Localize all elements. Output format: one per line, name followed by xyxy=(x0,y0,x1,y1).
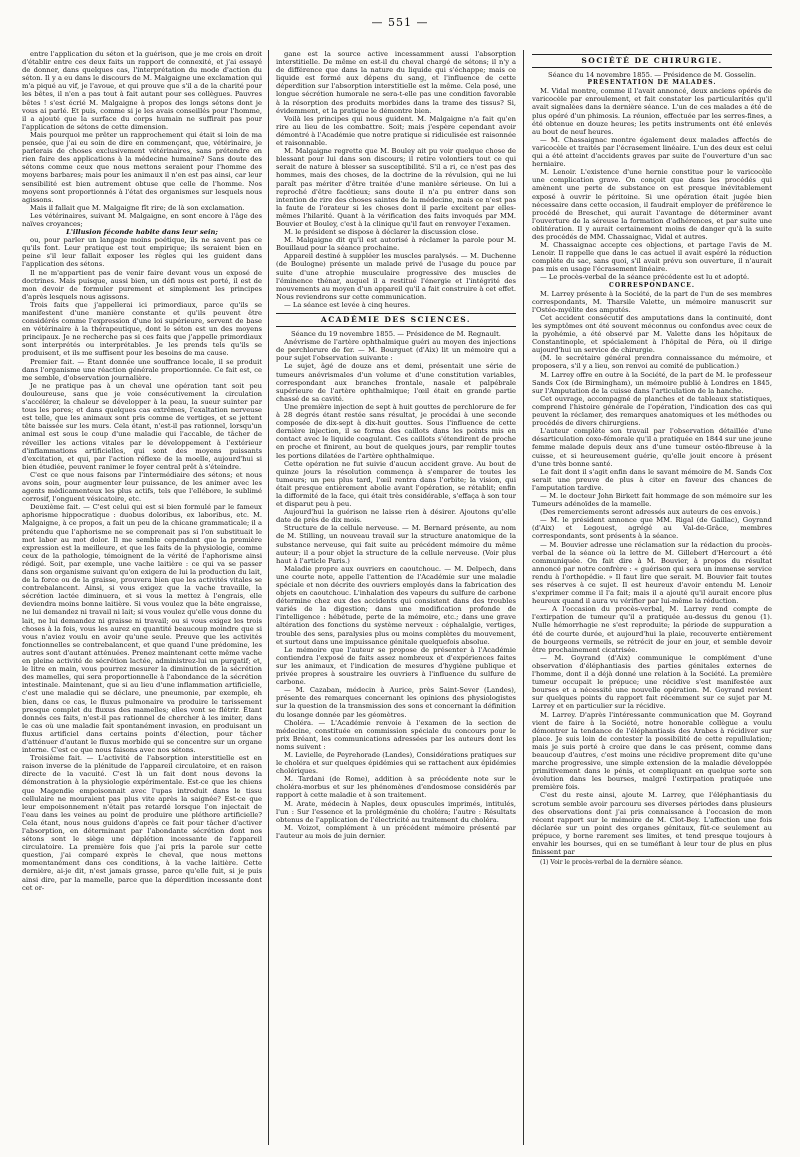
column-left xyxy=(22,50,262,1142)
paragraph: C'est ce que nous faisons par l'intermédiaire des sétons; et nous avons soin, pour augmenter leur puissance, de les animer avec les agents médicamenteux les plus actifs, tels que l'ellébore, le sublimé corrosif, l'onguent vésicatoire, etc. xyxy=(22,470,262,504)
paragraph: — A l'occasion du procès-verbal, M. Larrey rend compte de l'extirpation de tumeur qu'il a pratiquée au-dessus du genou (1). Nulle hémorrhagie ne s'est reproduite; la période de suppuration a été de courte durée, et aujourd'hui la plaie, recouverte entièrement de bourgeons vermeils, se rétrécit de jour en jour, et semble devoir être prochainement cicatrisée. xyxy=(532,605,772,654)
paragraph: Voilà les principes qui nous guident. M. Malgaigne n'a fait qu'en rire au lieu de les combattre. Soit; mais j'espère cependant avoir démontré à l'Académie que notre pratique si ridiculisée est raisonnée et raisonnable. xyxy=(276,114,516,148)
paragraph: Structure de la cellule nerveuse. — M. Bernard présente, au nom de M. Stilling, un nouveau travail sur la structure anatomique de la substance nerveuse, qui fait suite au précédent mémoire du même auteur; il a pour objet la structure de la cellule nerveuse. (Voir plus haut à l'article Paris.) xyxy=(276,524,516,565)
session-line: Séance du 19 novembre 1855. — Présidence de M. Regnault. xyxy=(291,330,501,339)
paragraph: entre l'application du séton et la guérison, que je me crois en droit d'établir entre ces deux faits un rapport de connexité, et j'ai essayé de donner, dans quelques cas, l'interprétation du mode d'action du séton. Il y a eu dans le discours de M. Malgaigne une exclamation qui m'a piqué au vif, je l'avoue, et qui prouve que s'il a de la charité pour les bêtes, il n'en a pas tout à fait autant pour ses collègues. Pauvres bêtes ! s'est écrié M. Malgaigne à propos des longs sétons dont je vous ai parlé. Et puis, comme si je les avais conseillés pour l'homme, il a ajouté que la surface du corps humain ne suffirait pas pour l'application de sétons de cette dimension. xyxy=(22,50,262,131)
paragraph: M. Malgaigne dit qu'il est autorisé à réclamer la parole pour M. Bouillaud pour la séance prochaine. xyxy=(276,236,516,253)
column-right xyxy=(532,50,772,1142)
paragraph: (Des remerciements seront adressés aux auteurs de ces envois.) xyxy=(540,508,761,517)
paragraph: — M. Goyrand (d'Aix) communique le complément d'une observation d'éléphantiasis des parties génitales externes de l'homme, dont il a déjà donné une relation à la Société. La première tumeur occupait le prépuce; une récidive s'est manifestée aux bourses et a nécessité une nouvelle opération. M. Goyrand revient sur quelques points du rapport fait récemment sur ce sujet par M. Larrey et en particulier sur la récidive. xyxy=(532,653,772,711)
paragraph: M. Lavielle, de Peyrehorade (Landes), Considérations pratiques sur le choléra et sur quelques épidémies qui se rattachent aux épidémies cholériques. xyxy=(276,750,516,776)
paragraph: — M. le docteur John Birkett fait hommage de son mémoire sur les Tumeurs adénoïdes de la mamelle. xyxy=(532,491,772,509)
paragraph: M. Voizot, complément à un précédent mémoire présenté par l'auteur au mois de juin dernier. xyxy=(276,823,516,840)
paragraph: Le mémoire que l'auteur se propose de présenter à l'Académie contiendra l'exposé de faits assez nombreux et d'expériences faites sur les animaux, et l'indication de mesures d'hygiène publique et privée propres à soustraire les ouvriers à l'influence du sulfure de carbone. xyxy=(276,645,516,687)
paragraph: M. Tardani (de Rome), addition à sa précédente note sur le choléra-morbus et sur les phénomènes d'endosmose considérés par rapport à cette maladie et à son traitement. xyxy=(276,775,516,800)
paragraph: M. Larrey présente à la Société, de la part de l'un de ses membres correspondants, M. Tharsile Valette, un mémoire manuscrit sur l'Ostéo-myélite des amputés. xyxy=(532,289,772,314)
paragraph: — Le procès-verbal de la séance précédente est lu et adopté. xyxy=(540,273,750,282)
paragraph: Le fait dont il s'agit enfin dans le savant mémoire de M. Sands Cox serait une preuve de plus à citer en faveur des chances de l'amputation tardive. xyxy=(532,467,772,492)
paragraph: Choléra. — L'Académie renvoie à l'examen de la section de médecine, constituée en commission spéciale du concours pour le prix Bréant, les communications adressées par les auteurs dont les noms suivent : xyxy=(276,718,516,751)
paragraph: Le sujet, âgé de douze ans et demi, présentait une série de tumeurs anévrismales d'un volume et d'une constitution variables, correspondant aux branches frontale, nasale et palpébrale supérieure de l'artère ophthalmique; l'œil était en grande partie chassé de sa cavité. xyxy=(276,362,516,403)
paragraph: M. Lenoir. L'existence d'une hernie constitue pour le varicocèle une complication grave. On conçoit que dans les procédés qui amènent une perte de substance on est presque inévitablement exposé à ouvrir le péritoine. Si une opération était jugée bien nécessaire dans cette occasion, il faudrait employer de préférence le procédé de Breschet, qui aurait l'avantage de déterminer avant l'ouverture de la séreuse la formation d'adhérences, et par suite une oblitération. Il y aurait certainement moins de danger qu'à la suite des procédés de MM. Chassaignac, Vidal et autres. xyxy=(532,168,772,241)
paragraph: — M. Cazaban, médecin à Aurice, près Saint-Sever (Landes), présente des remarques concernant les opinions des physiologistes sur la question de la transmission des sons et concernant la définition du losange donnée par les géomètres. xyxy=(276,686,516,719)
paragraph: Il ne m'appartient pas de venir faire devant vous un exposé de doctrines. Mais puisque, aussi bien, un défi nous est porté, il est de mon devoir de formuler purement et simplement les principes d'après lesquels nous agissons. xyxy=(22,268,262,301)
page-number: — 551 — xyxy=(371,16,429,29)
section-heading: ACADÉMIE DES SCIENCES. xyxy=(276,313,516,327)
paragraph: Premier fait. — Étant donnée une souffrance locale, il se produit dans l'organisme une réaction générale proportionnée. Ce fait est, ce me semble, d'observation journalière. xyxy=(22,357,262,382)
paragraph: Aujourd'hui la guérison ne laisse rien à désirer. Ajoutons qu'elle date de près de dix mois. xyxy=(276,508,516,525)
column-divider xyxy=(268,50,269,1145)
paragraph: Cet ouvrage, accompagné de planches et de tableaux statistiques, comprend l'histoire générale de l'opération, l'indication des cas qui peuvent la réclamer, des remarques anatomiques et les méthodes ou procédés de divers chirurgiens. xyxy=(532,394,772,428)
paragraph: Anévrisme de l'artère ophthalmique guéri au moyen des injections de perchlorure de fer. — M. Bourguet (d'Aix) lit un mémoire qui a pour sujet l'observation suivante : xyxy=(276,338,516,363)
paragraph: — M. le président annonce que MM. Rigal (de Gaillac), Goyrand (d'Aix) et Legouest, agrégé au Val-de-Grâce, membres correspondants, sont présents à la séance. xyxy=(532,516,772,541)
paragraph: Maladie propre aux ouvriers en caoutchouc. — M. Delpech, dans une courte note, appelle l'attention de l'Académie sur une maladie spéciale et non décrite des ouvriers employés dans la fabrication des objets en caoutchouc. L'inhalation des vapeurs du sulfure de carbone détermine chez eux des accidents qui consistent dans des troubles variés de la digestion; dans une modification profonde de l'intelligence : hébétude, perte de la mémoire, etc.; dans une grave altération des fonctions du système nerveux : céphalalgie, vertiges, trouble des sens, paralysies plus ou moins complètes du mouvement, et surtout dans une impuissance génitale quelquefois absolue. xyxy=(276,564,516,646)
paragraph: Trois faits que j'appellerai ici primordiaux, parce qu'ils se manifestent d'une manière constante et qu'ils peuvent être considérés comme l'expression d'une loi supérieure, servent de base en vétérinaire à la thérapeutique, dont le séton est un des moyens principaux. Je ne recherche pas si ces faits que j'appelle primordiaux sont interprétés ou interprétables. Je les prends tels qu'ils se produisent, et ils me suffisent pour les besoins de ma cause. xyxy=(22,300,262,358)
paragraph: Troisième fait. — L'activité de l'absorption interstitielle est en raison inverse de la plénitude de l'appareil circulatoire, et en raison directe de la vacuité. C'est là un fait dont nous devons la démonstration à la physiologie expérimentale. Est-ce que les chiens que Magendie empoisonnait avec l'upas introduit dans le tissu cellulaire ne mouraient pas plus vite après la saignée? Est-ce que leur empoisonnement n'était pas retardé lorsque l'on injectait de l'eau dans les veines au point de produire une pléthore artificielle? Cela étant, nous nous guidons d'après ce fait pour tâcher d'activer l'absorption, en déterminant par l'abondante sécrétion dont nos sétons sont le siège une déplétion incessante de l'appareil circulatoire. La première fois que j'ai pris la parole sur cette question, j'ai comparé exprès le cheval, que nous mettons momentanément dans ces conditions, à la vache laitière. Cette dernière, ai-je dit, n'est jamais grasse, parce qu'elle fuit, si je puis ainsi dire, par la mamelle, parce que la déperdition incessante dont cet or- xyxy=(22,754,262,892)
paragraph: M. Larrey. D'après l'intéressante communication que M. Goyrand vient de faire à la Société, notre honorable collègue a voulu démontrer la tendance de l'éléphantiasis des Arabes à récidiver sur place. Je suis loin de contester la possibilité de cette repullulation; mais je suis porté à croire que dans le cas présent, comme dans beaucoup d'autres, c'est moins une récidive proprement dite qu'une marche progressive, une simple extension de la maladie développée primitivement dans le pénis, et compliquant en quelque sorte son évolution dans les bourses, malgré l'extirpation pratiquée une première fois. xyxy=(532,710,772,792)
paragraph: Cet accident consécutif des amputations dans la continuité, dont les symptômes ont été souvent méconnus ou confondus avec ceux de la pyohémie, a été observé par M. Valette dans les hôpitaux de Constantinople, et spécialement à l'hôpital de Péra, où il dirige aujourd'hui un service de chirurgie. xyxy=(532,313,772,355)
paragraph: (M. le secrétaire général prendra connaissance du mémoire, et proposera, s'il y a lieu, son renvoi au comité de publication.) xyxy=(532,354,772,371)
paragraph: Mais pourquoi me prêter un rapprochement qui était si loin de ma pensée, que j'ai eu soin de dire en commençant, que, vétérinaire, je parlerais de choses exclusivement vétérinaires, sans prétendre en rien faire des applications à la médecine humaine? Sans doute des sétons comme ceux que nous mettons seraient pour l'homme des moyens barbares; mais pour les animaux il n'en est pas ainsi, car leur sensibilité est bien autrement obtuse que celle de l'homme. Nos moyens sont proportionnés à l'état des organismes sur lesquels nous agissons. xyxy=(22,130,262,204)
paragraph: Je ne pratique pas à un cheval une opération tant soit peu douloureuse, sans que je voie consécutivement la circulation s'accélérer, la chaleur se développer à la peau, la sueur suinter par tous les pores; et dans quelques cas extrêmes, l'exaltation nerveuse est telle, que les animaux sont pris comme de vertiges, et se jettent tête baissée sur les murs. Cela étant, n'est-il pas rationnel, lorsqu'un animal est sous le coup d'une maladie qui l'accable, de tâcher de réveiller les actions vitales par le développement à l'extérieur d'inflammations artificielles, qui sont des moyens puissants d'excitation, et qui, par l'action réflexe de la moelle, aujourd'hui si bien étudiée, peuvent ranimer le foyer central prêt à s'éteindre. xyxy=(22,381,262,471)
paragraph: M. Vidal montre, comme il l'avait annoncé, deux anciens opérés de varicocèle par enroulement, et fait constater les particularités qu'il avait signalées dans la dernière séance. L'un de ces malades a été de plus opéré d'un phimosis. La réunion, effectuée par les serres-fines, a été obtenue en douze heures; les petits instruments ont été enlevés au bout de neuf heures. xyxy=(532,87,772,136)
paragraph: M. le président se dispose à déclarer la discussion close. xyxy=(284,228,479,237)
section-heading: SOCIÉTÉ DE CHIRURGIE. xyxy=(532,54,772,68)
paragraph: M. Arate, médecin à Naples, deux opuscules imprimés, intitulés, l'un : Sur l'essence et la prolégménie du choléra; l'autre : Résultats obtenus de l'application de l'électricité au traitement du choléra. xyxy=(276,799,516,824)
paragraph: — M. Chassaignac montre également deux malades affectés de varicocèle et traités par l'écrasement linéaire. L'un des deux est celui qui a été atteint d'accidents graves par suite de l'ouverture d'un sac herniaire. xyxy=(532,135,772,169)
paragraph: L'auteur complète son travail par l'observation détaillée d'une désarticulation coxo-fémorale qu'il a pratiquée en 1844 sur une jeune femme malade depuis deux ans d'une tumeur ostéo-fibreuse à la cuisse, et si heureusement guérie, qu'elle jouit encore à présent d'une très bonne santé. xyxy=(532,427,772,468)
paragraph: Une première injection de sept à huit gouttes de perchlorure de fer à 28 degrés étant restée sans résultat, je procédai à une seconde composée de dix-sept à dix-huit gouttes. Sous l'influence de cette dernière injection, il se forma des caillots dans les points mis en contact avec le liquide coagulant. Ces caillots s'étendirent de proche en proche et finirent, au bout de quelques jours, par remplir toutes les portions dilatées de l'artère ophthalmique. xyxy=(276,402,516,460)
session-line: Séance du 14 novembre 1855. — Présidence de M. Gosselin. xyxy=(548,71,756,80)
paragraph: M. Malgaigne regrette que M. Bouley ait pu voir quelque chose de blessant pour lui dans son discours; il retire volontiers tout ce qui serait de nature à blesser sa susceptibilité. S'il a ri, ce n'est pas des hommes, mais des choses, de la doctrine de la révulsion, qui ne lui paraît pas mériter d'être traitée d'une manière sérieuse. On lui a reproché d'être facétieux; sans doute il n'a pu entrer dans son intention de rire des choses saintes de la médecine, mais ce n'est pas la faute de l'orateur si les choses dont il parle excitent par elles-mêmes l'hilarité. Quant à la vérification des faits invoqués par MM. Bouvier et Bouley, c'est à la clinique qu'il faut en renvoyer l'examen. xyxy=(276,147,516,228)
paragraph: Deuxième fait. — C'est celui qui est si bien formulé par le fameux aphorisme hippocratique : duobus doloribus, ex laboribus, etc. M. Malgaigne, à ce propos, a fait un peu de la chicane grammaticale; il a prétendu que l'aphorisme ne se comprenait pas si l'on substituait le mot labor au mot dolor. Il me semble cependant que la première expression est la meilleure, et que les faits de la physiologie, comme ceux de la pathologie, témoignent de la vérité de l'aphorisme ainsi rédigé. Soit, par exemple, une vache laitière : ce qui va se passer dans son organisme suivant qu'on exigera de lui la production du lait, de la force ou de la graisse, prouvera bien que les activités vitales se contrebalancent. Ainsi, si vous exigez que la vache travaille, la sécrétion lactée diminuera, et si vous la mettez à l'engrais, elle deviendra moins bonne laitière. Si vous voulez que la bête engraisse, ne lui demandez ni travail ni lait; si vous voulez qu'elle vous donne du lait, ne lui demandez ni graisse ni travail; ou si vous exigez les trois choses à la fois, vous les aurez en quantité beaucoup moindre que si vous n'aviez voulu en avoir qu'une seule. Preuve que les activités fonctionnelles se contrebalancent, et que quand l'une prédomine, les autres sont d'autant atténuées. Prenez maintenant cette même vache en pleine activité de sécrétion lactée, administrez-lui un purgatif; et, le litre en main, vous pourrez mesurer la diminution de la sécrétion des mamelles, qui sera proportionnelle à l'abondance de la sécrétion intestinale. Maintenant, que si au lieu d'une inflammation artificielle, c'est une maladie qui se déclare, une pneumonie, par exemple, eh bien, dans ce cas, le fluxus pulmonaire va produire le tarissement presque complet du fluxus des mamelles; elles vont se flétrir. Étant donnés ces faits, n'est-il pas rationnel de chercher à les imiter, dans le cas où une maladie fait spontanément invasion, en produisant un fluxus artificiel dans certains points d'élection, pour tâcher d'atténuer d'autant le fluxus morbide qui se concentre sur un organe interne. C'est ce que nous faisons avec nos sétons. xyxy=(22,503,262,755)
paragraph: C'est du reste ainsi, ajoute M. Larrey, que l'éléphantiasis du scrotum semble avoir parcouru ses diverses périodes dans plusieurs des observations dont j'ai pris connaissance à l'occasion de mon récent rapport sur le mémoire de M. Clot-Bey. L'affection une fois déclarée sur un point des organes génitaux, fût-ce seulement au prépuce, y borne rarement ses limites, et tend presque toujours à envahir les bourses, qui en se tuméfiant à leur tour de plus en plus finissent par xyxy=(532,791,772,857)
paragraph: Les vétérinaires, suivant M. Malgaigne, en sont encore à l'âge des naïves croyances; xyxy=(22,211,262,228)
footnote: (1) Voir le procès-verbal de la dernière séance. xyxy=(532,856,772,867)
paragraph: Cette opération ne fut suivie d'aucun accident grave. Au bout de quinze jours la résolution commença à s'emparer de toutes les tumeurs; un peu plus tard, l'œil rentra dans l'orbite; la vision, qui était presque entièrement abolie avant l'opération, se rétablit; enfin la difformité de la face, qui était très considérable, s'effaça à son tour et disparut peu à peu. xyxy=(276,459,516,509)
paragraph: — M. Bouvier adresse une réclamation sur la rédaction du procès-verbal de la séance où la lettre de M. Gillebert d'Hercourt a été communiquée. On fait dire à M. Bouvier, à propos du résultat annoncé par notre confrère : « guérison qui sera un immense service rendu à l'orthopédie. » Il faut lire que serait. M. Bouvier fait toutes ses réserves à ce sujet. Il est heureux d'avoir entendu M. Lenoir s'exprimer comme il l'a fait; mais il a ajouté qu'il aurait encore plus heureux quand il aura vu vérifier par lui-même la réduction. xyxy=(532,540,772,606)
paragraph: Mais il fallait que M. Malgaigne fît rire; de là son exclamation. xyxy=(30,203,245,212)
verse-line: L'illusion féconde habite dans leur sein; xyxy=(66,228,218,237)
subsection-heading: CORRESPONDANCE. xyxy=(609,281,695,289)
column-divider xyxy=(523,50,524,1145)
paragraph: — La séance est levée à cinq heures. xyxy=(284,300,411,309)
paragraph: M. Larrey offre en outre à la Société, de la part de M. le professeur Sands Cox (de Birmingham), un mémoire publié à Londres en 1845, sur l'Amputation de la cuisse dans l'articulation de la hanche. xyxy=(532,370,772,395)
paragraph: M. Chassaignac accepte ces objections, et partage l'avis de M. Lenoir. Il rappelle que dans le cas actuel il avait espéré la réduction complète du sac, sans quoi, s'il avait prévu son ouverture, il n'aurait pas mis en usage l'écrasement linéaire. xyxy=(532,241,772,274)
paragraph: Appareil destiné à suppléer les muscles paralysés. — M. Duchenne (de Boulogne) présente un malade privé de l'usage du pouce par suite d'une atrophie musculaire progressive des muscles de l'éminence thénar, auquel il a restitué l'énergie et l'intégrité des mouvements au moyen d'un appareil qu'il a fait construire à cet effet. Nous reviendrons sur cette communication. xyxy=(276,252,516,301)
subsection-heading: PRÉSENTATION DE MALADES. xyxy=(587,79,717,87)
paragraph: gane est la source active incessamment aussi l'absorption interstitielle. De même en est-il du cheval chargé de sétons; il n'y a de différence que dans la nature du liquide qui s'échappe; mais ce liquide est formé aux dépens du sang, et l'influence de cette déperdition sur l'absorption interstitielle est la même. Cela posé, une longue sécrétion humorale ne sera-t-elle pas une condition favorable à la résorption des produits morbides dans la trame des tissus? Si, évidemment, et la pratique le démontre bien. xyxy=(276,50,516,115)
column-middle xyxy=(276,50,516,1142)
paragraph: ou, pour parler un langage moins poétique, ils ne savent pas ce qu'ils font. Leur pratique est tout empirique; ils seraient bien en peine s'il leur fallait exposer les règles qui les guident dans l'application des sétons. xyxy=(22,236,262,269)
